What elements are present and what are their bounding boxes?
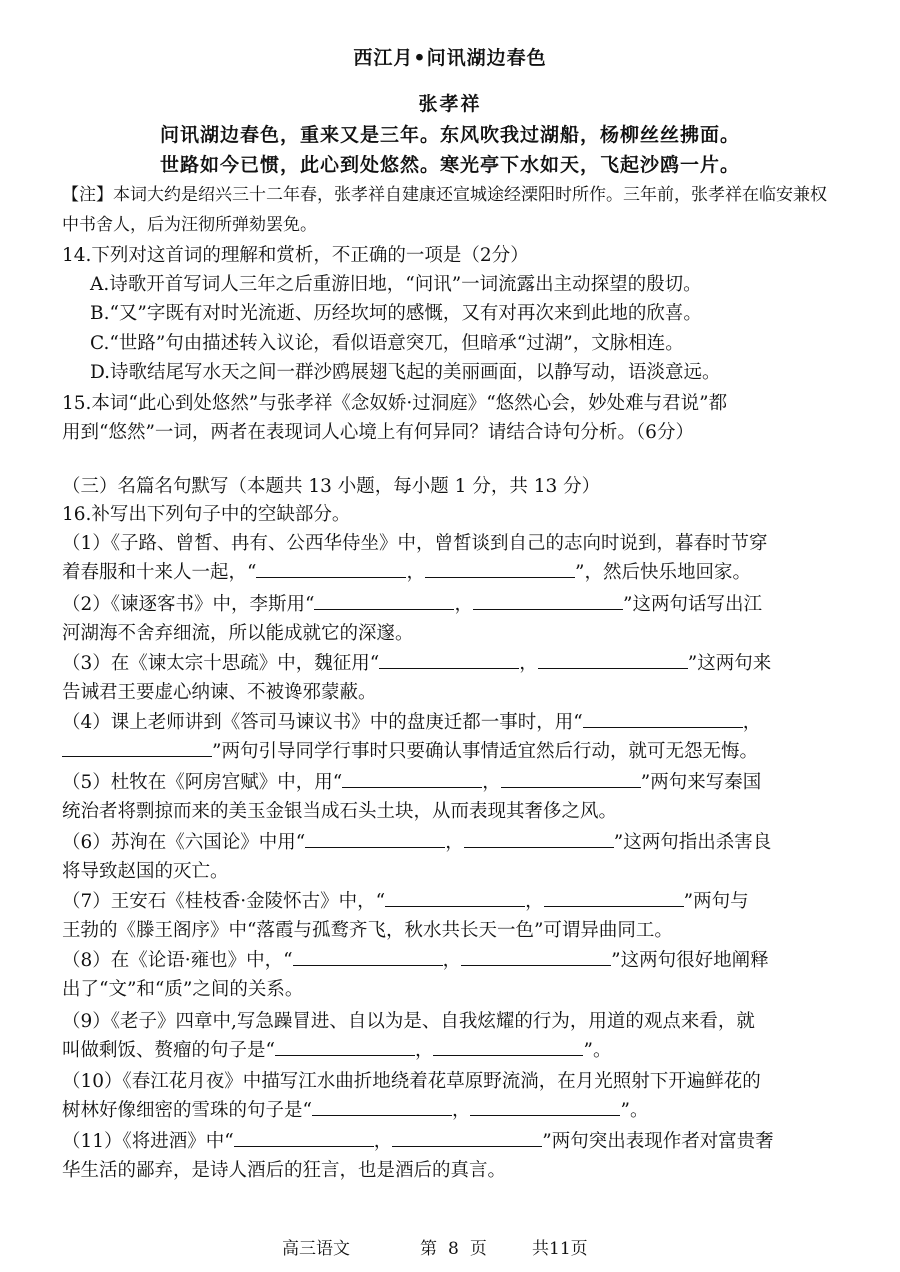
answer-blank[interactable] [379,650,519,669]
q16-item-9-line-2: 叫做剩饭、赘瘤的句子是“ ， ”。 [62,1036,611,1062]
answer-blank[interactable] [293,947,443,966]
q16-item-4-line-1: （4）课上老师讲到《答司马谏议书》中的盘庚迁都一事时，用“ ， [62,708,761,734]
q16-item-1-line-2: 着春服和十来人一起，“ ， ”，然后快乐地回家。 [62,558,751,584]
q16-item-10-line-2: 树林好像细密的雪珠的句子是“ ， ”。 [62,1096,648,1122]
footer-subject: 高三语文 [282,1239,350,1259]
q16-item-4-line-2: ”两句引导同学行事时只要确认事情适宜然后行动，就可无怨无悔。 [62,737,758,763]
q16-item-5-line-1: （5）杜牧在《阿房宫赋》中，用“ ， ”两句来写秦国 [62,768,761,794]
answer-blank[interactable] [256,559,406,578]
answer-blank[interactable] [538,650,688,669]
q14-option-c: C.“世路”句由描述转入议论，看似语意突兀，但暗承“过湖”，文脉相连。 [90,333,684,354]
q16-item-11-line-2: 华生活的鄙弃，是诗人酒后的狂言，也是酒后的真言。 [62,1160,507,1181]
q16-item-10-line-1: （10）《春江花月夜》中描写江水曲折地绕着花草原野流淌，在月光照射下开遍鲜花的 [62,1071,761,1092]
poem-title: 西江月•问讯湖边春色 [353,47,547,69]
q16-item-6-line-2: 将导致赵国的灭亡。 [62,861,229,882]
footer-page: 第 8 页 [420,1239,487,1259]
q16-item-6-line-1: （6）苏洵在《六国论》中用“ ， ”这两句指出杀害良 [62,828,771,854]
q14-option-a: A.诗歌开首写词人三年之后重游旧地，“问讯”一词流露出主动探望的殷切。 [90,274,702,295]
answer-blank[interactable] [385,888,525,907]
q16-stem: 16.补写出下列句子中的空缺部分。 [62,504,351,525]
q16-item-3-line-2: 告诫君王要虚心纳谏、不被谗邪蒙蔽。 [62,682,377,703]
q16-item-3-line-1: （3）在《谏太宗十思疏》中，魏征用“ ， ”这两句来 [62,649,771,675]
q16-item-7-line-2: 王勃的《滕王阁序》中“落霞与孤鹜齐飞，秋水共长天一色”可谓异曲同工。 [62,920,673,941]
note-line-1: 【注】本词大约是绍兴三十二年春，张孝祥自建康还宣城途经溧阳时所作。三年前，张孝祥在临安兼权 [62,185,827,205]
answer-blank[interactable] [392,1128,542,1147]
answer-blank[interactable] [275,1037,415,1056]
q16-item-11-line-1: （11）《将进酒》中“ ， ”两句突出表现作者对富贵奢 [62,1127,774,1153]
poem-line-2: 世路如今已惯，此心到处悠然。寒光亭下水如天，飞起沙鸥一片。 [159,154,740,176]
answer-blank[interactable] [312,1097,452,1116]
answer-blank[interactable] [234,1128,374,1147]
answer-blank[interactable] [501,769,641,788]
q16-item-2-line-2: 河湖海不舍弃细流，所以能成就它的深邃。 [62,623,414,644]
note-line-2: 中书舍人，后为汪彻所弹劾罢免。 [62,215,317,235]
q14-option-d: D.诗歌结尾写水天之间一群沙鸥展翅飞起的美丽画面，以静写动，语淡意远。 [90,362,721,383]
q15-line-1: 15.本词“此心到处悠然”与张孝祥《念奴娇·过洞庭》“悠然心会，妙处难与君说”都 [62,393,728,414]
q16-item-8-line-2: 出了“文”和“质”之间的关系。 [62,979,304,1000]
answer-blank[interactable] [583,709,743,728]
answer-blank[interactable] [305,829,445,848]
q16-item-7-line-1: （7）王安石《桂枝香·金陵怀古》中，“ ， ”两句与 [62,887,749,913]
footer-total: 共11页 [532,1239,588,1259]
answer-blank[interactable] [433,1037,583,1056]
section-3-heading: （三）名篇名句默写（本题共 13 小题，每小题 1 分，共 13 分） [62,476,601,497]
answer-blank[interactable] [314,591,454,610]
q15-line-2: 用到“悠然”一词，两者在表现词人心境上有何异同？请结合诗句分析。（6分） [62,422,694,443]
answer-blank[interactable] [62,738,212,757]
answer-blank[interactable] [461,947,611,966]
poem-author: 张孝祥 [418,93,482,115]
q16-item-8-line-1: （8）在《论语·雍也》中，“ ， ”这两句很好地阐释 [62,946,769,972]
answer-blank[interactable] [473,591,623,610]
answer-blank[interactable] [464,829,614,848]
answer-blank[interactable] [342,769,482,788]
q16-item-5-line-2: 统治者将剽掠而来的美玉金银当成石头土块，从而表现其奢侈之风。 [62,801,618,822]
footer-page-number: 8 [447,1239,459,1259]
q16-item-9-line-1: （9）《老子》四章中,写急躁冒进、自以为是、自我炫耀的行为，用道的观点来看，就 [62,1011,755,1032]
q16-item-2-line-1: （2）《谏逐客书》中，李斯用“ ， ”这两句话写出江 [62,590,762,616]
poem-line-1: 问讯湖边春色，重来又是三年。东风吹我过湖船，杨柳丝丝拂面。 [159,124,740,146]
q14-stem: 14.下列对这首词的理解和赏析，不正确的一项是（2分） [62,245,529,266]
q14-option-b: B.“又”字既有对时光流逝、历经坎坷的感慨，又有对再次来到此地的欣喜。 [90,303,702,324]
answer-blank[interactable] [425,559,575,578]
q16-item-1-line-1: （1）《子路、曾皙、冉有、公西华侍坐》中，曾皙谈到自己的志向时说到，暮春时节穿 [62,533,768,554]
answer-blank[interactable] [470,1097,620,1116]
answer-blank[interactable] [544,888,684,907]
